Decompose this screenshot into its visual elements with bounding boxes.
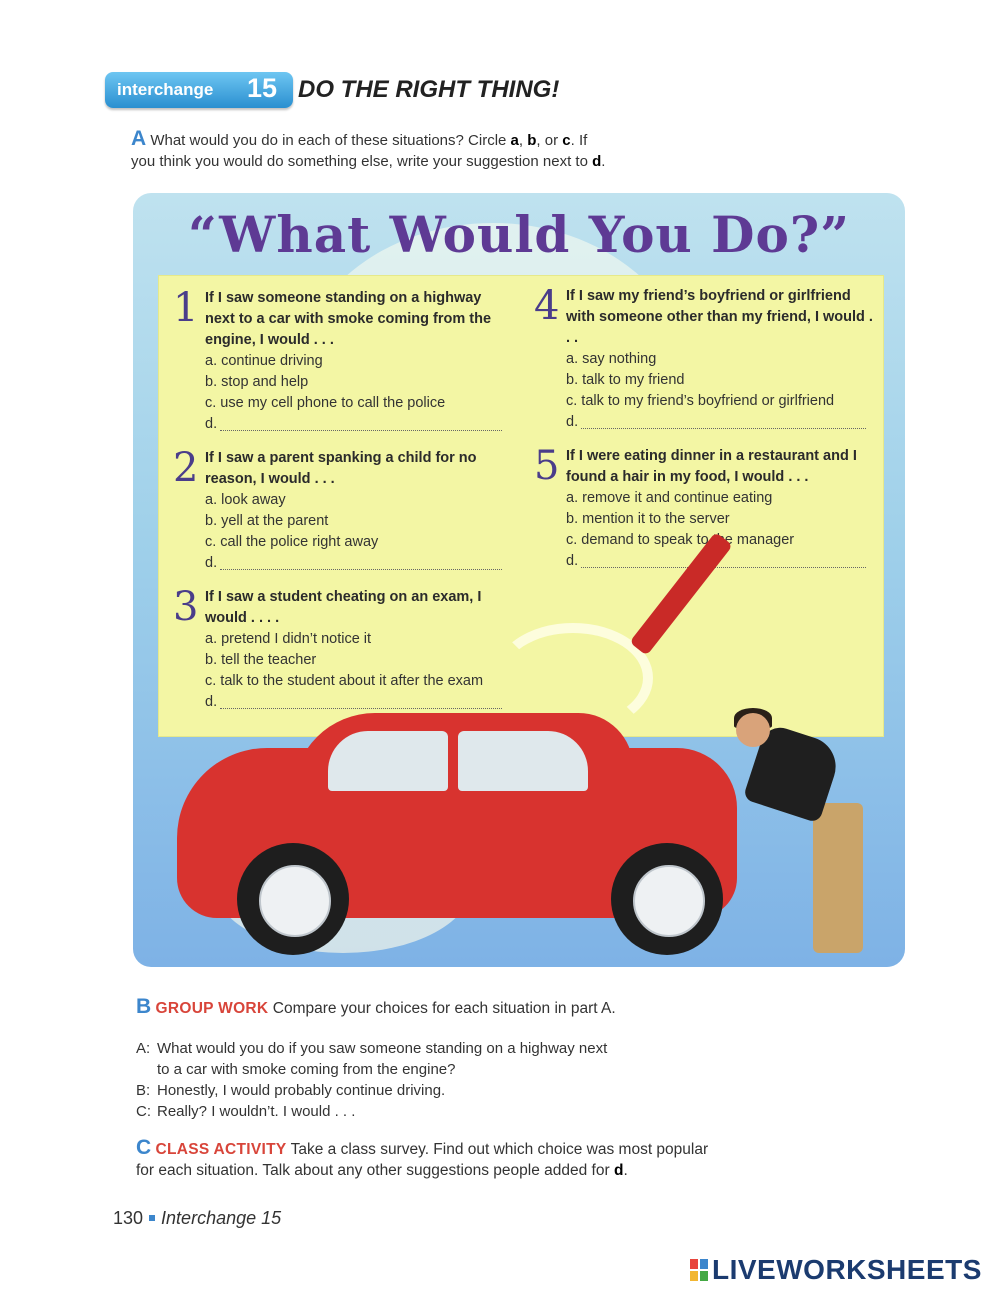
options-list — [205, 351, 502, 435]
car-wheel — [611, 843, 723, 955]
option-d-label: d. — [566, 414, 579, 430]
question-prompt: If I saw someone standing on a highway next to a car with smoke coming from the engine, I would . . . — [205, 290, 492, 348]
line-end: . — [623, 1162, 628, 1179]
book-title: Interchange 15 — [161, 1208, 282, 1228]
option-d-label: d. — [205, 694, 218, 710]
option-d-row — [205, 414, 502, 435]
question-number: 1 — [173, 285, 199, 331]
option-c[interactable]: c. use my cell phone to call the police — [205, 395, 446, 411]
option-b[interactable]: b. mention it to the server — [566, 511, 730, 527]
option-a[interactable]: a. say nothing — [566, 351, 657, 367]
dialog-line — [136, 1101, 607, 1122]
option-a[interactable]: a. continue driving — [205, 353, 323, 369]
option-a[interactable]: a. look away — [205, 492, 286, 508]
speaker: B: — [136, 1082, 151, 1099]
separator: , or — [536, 132, 559, 149]
separator: , — [518, 132, 524, 149]
option-b[interactable]: b. yell at the parent — [205, 513, 329, 529]
watermark-text: LIVEWORKSHEETS — [712, 1254, 982, 1285]
question-number: 3 — [173, 584, 199, 630]
option-d-label: d — [613, 1162, 624, 1179]
dialog-text: Really? I wouldn’t. I would . . . — [157, 1103, 356, 1120]
answer-line[interactable] — [220, 568, 502, 570]
option-c[interactable]: c. talk to my friend’s boyfriend or girlfriend — [566, 393, 835, 409]
dialog-line — [136, 1080, 607, 1101]
question-number: 2 — [173, 445, 199, 491]
line-end: . If — [570, 132, 588, 149]
part-c-instructions — [136, 1137, 708, 1181]
line-end: . — [601, 153, 606, 170]
page-number: 130 — [113, 1208, 144, 1228]
option-c[interactable]: c. call the police right away — [205, 534, 379, 550]
question-prompt: If I were eating dinner in a restaurant and I found a hair in my food, I would . . . — [566, 448, 857, 485]
car-wheel — [237, 843, 349, 955]
option-d-label: d. — [205, 416, 218, 432]
option-a[interactable]: a. pretend I didn’t notice it — [205, 631, 372, 647]
dialog-text: to a car with smoke coming from the engine? — [157, 1061, 456, 1078]
question-number: 5 — [534, 443, 560, 489]
dialog-text: Honestly, I would probably continue driving. — [157, 1082, 446, 1099]
group-work-label: GROUP WORK — [155, 1000, 269, 1017]
man-illustration-legs — [813, 803, 863, 953]
poster-panel — [133, 193, 905, 967]
answer-line[interactable] — [220, 707, 502, 709]
dialog-text: What would you do if you saw someone standing on a highway next — [157, 1040, 608, 1057]
part-b-letter: B — [136, 995, 152, 1018]
car-window — [458, 731, 588, 791]
option-b-label: b — [527, 132, 537, 149]
question-prompt: If I saw my friend’s boyfriend or girlfriend with someone other than my friend, I would . . . — [566, 288, 873, 346]
dialog-line — [136, 1038, 607, 1080]
option-d-row — [566, 412, 866, 433]
option-c[interactable]: c. demand to speak to the manager — [566, 532, 795, 548]
options-list — [205, 490, 502, 574]
options-list — [205, 629, 502, 713]
answer-line[interactable] — [581, 566, 866, 568]
option-d-row — [205, 692, 502, 713]
liveworksheets-logo-icon — [690, 1259, 708, 1281]
part-a-letter: A — [131, 127, 147, 150]
sample-dialog — [136, 1038, 607, 1122]
bullet-square-icon — [149, 1215, 155, 1221]
part-b-heading — [136, 996, 616, 1019]
question-prompt: If I saw a parent spanking a child for no reason, I would . . . — [205, 450, 477, 487]
option-b[interactable]: b. talk to my friend — [566, 372, 685, 388]
liveworksheets-watermark — [690, 1254, 982, 1286]
answer-line[interactable] — [220, 429, 502, 431]
man-head — [736, 713, 770, 747]
option-d-label: d. — [205, 555, 218, 571]
answer-line[interactable] — [581, 427, 866, 429]
option-d-label: d. — [566, 553, 579, 569]
wheel-hub — [633, 865, 705, 937]
speaker: A: — [136, 1040, 151, 1057]
badge-number: 15 — [247, 73, 278, 103]
option-d-label: d — [592, 153, 602, 170]
part-a-instructions — [131, 128, 605, 172]
option-c-label: c — [562, 132, 571, 149]
option-b[interactable]: b. tell the teacher — [205, 652, 317, 668]
class-activity-label: CLASS ACTIVITY — [155, 1141, 287, 1158]
speaker: C: — [136, 1103, 151, 1120]
option-b[interactable]: b. stop and help — [205, 374, 309, 390]
option-a[interactable]: a. remove it and continue eating — [566, 490, 773, 506]
part-c-letter: C — [136, 1136, 152, 1159]
part-b-instruction: Compare your choices for each situation in part A. — [272, 1000, 616, 1017]
question-number: 4 — [534, 283, 560, 329]
part-a-line2: you think you would do something else, write your suggestion next to — [131, 153, 588, 170]
option-c[interactable]: c. talk to the student about it after the exam — [205, 673, 484, 689]
part-c-line1: Take a class survey. Find out which choice was most popular — [290, 1141, 709, 1158]
option-d-row — [205, 553, 502, 574]
badge-word: interchange — [117, 80, 214, 99]
page-title: DO THE RIGHT THING! — [298, 76, 560, 103]
poster-title: “What Would You Do?” — [188, 205, 850, 264]
part-a-line1: What would you do in each of these situations? Circle — [150, 132, 507, 149]
question-prompt: If I saw a student cheating on an exam, I would . . . . — [205, 589, 482, 626]
part-c-line2: for each situation. Talk about any other suggestions people added for — [136, 1162, 610, 1179]
car-window — [328, 731, 448, 791]
options-list — [566, 349, 866, 433]
option-a-label: a — [510, 132, 519, 149]
page-footer — [113, 1208, 281, 1229]
interchange-badge — [105, 72, 293, 108]
wheel-hub — [259, 865, 331, 937]
